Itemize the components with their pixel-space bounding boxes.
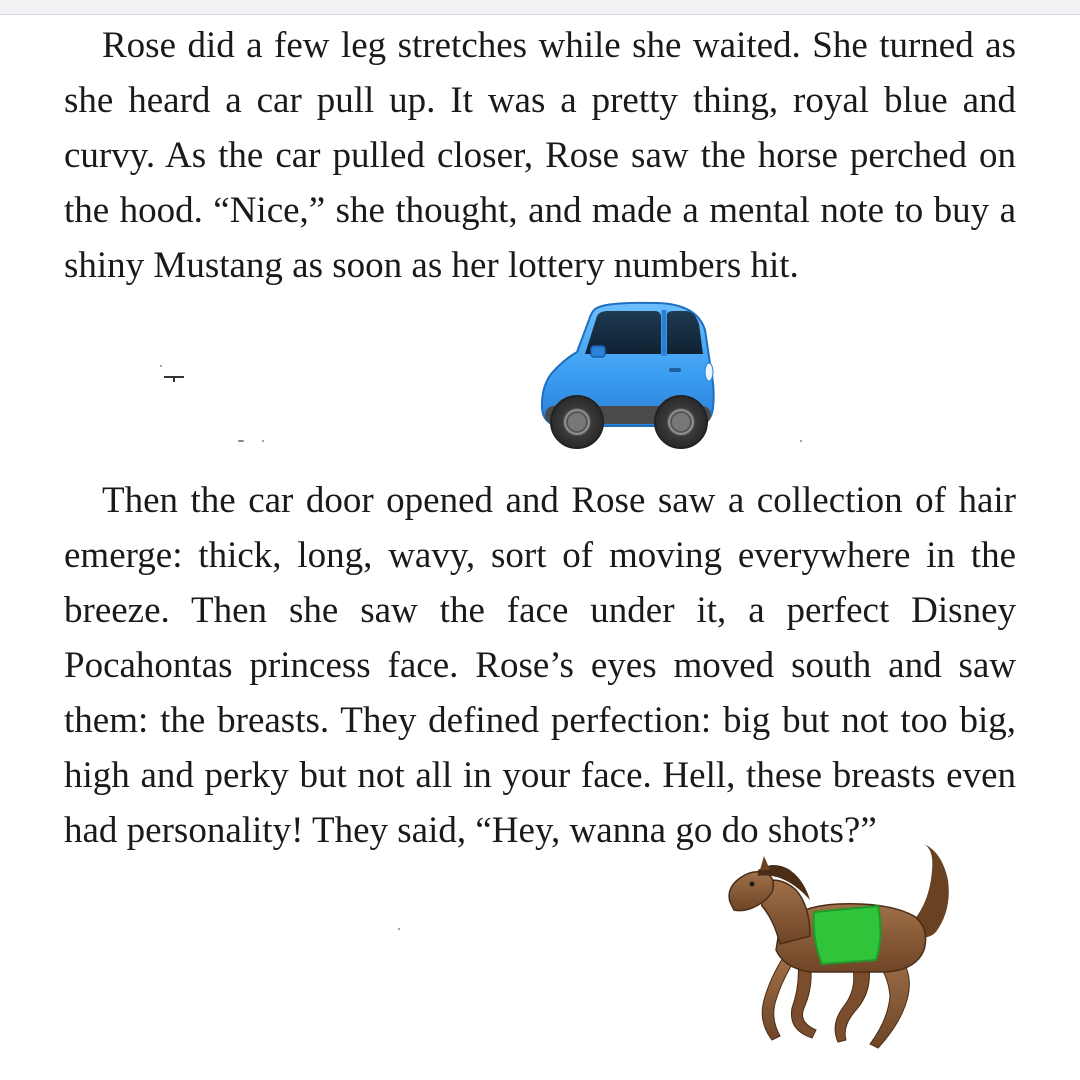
blue-car-icon: [537, 300, 717, 452]
page-speck: [238, 440, 244, 442]
paragraph-2: [64, 473, 1016, 858]
racing-horse-icon: [718, 840, 958, 1058]
paragraph-2-body: Then the car door opened and Rose saw a collection of hair emerge: thick, long, wavy, sort of moving everywhere in the breeze. Then she saw the face under it, a perfect Disney Pocahontas princess face. Rose’s eyes moved south and saw them: the breasts. They defined perfection: big but not too big, high and perky but not all in your face. Hell, these breasts even had personality!: [64, 480, 1016, 851]
page-speck: [800, 440, 802, 442]
paragraph-1: Rose did a few leg stretches while she waited. She turned as she heard a car pull up. It was a pretty thing, royal blue and curvy. As the car pulled closer, Rose saw the horse perched on the hood. “Nice,” she thought, and made a mental note to buy a shiny Mustang as soon as her lottery numbers hit.: [64, 25, 1016, 286]
page-speck: [160, 365, 162, 367]
top-bar: [0, 0, 1080, 15]
page-speck: [262, 440, 264, 442]
page-speck: [398, 928, 400, 930]
paragraph-2-last-line: They said, “Hey, wanna go do shots?”: [312, 810, 877, 851]
partial-glyph-fragment: [164, 376, 190, 380]
